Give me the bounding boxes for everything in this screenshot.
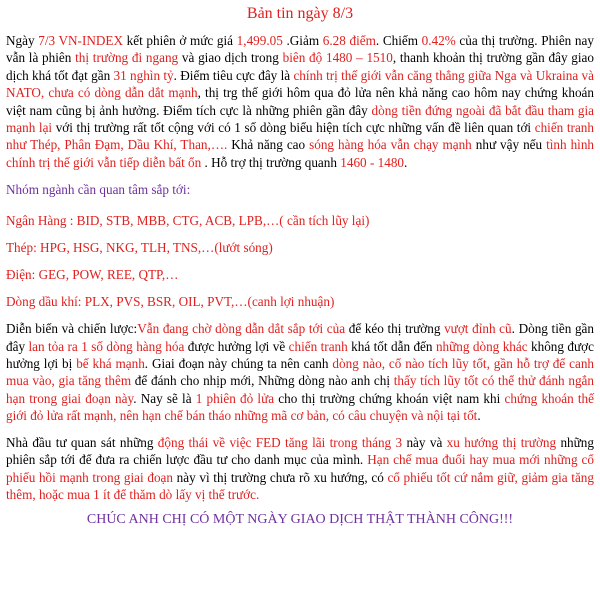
intro-text-run: .Giảm: [282, 33, 323, 48]
intro-text-run: 1,499.05: [236, 33, 283, 48]
strategy-text-run: được hưởng lợi về: [184, 338, 289, 354]
advice-text-run: này và: [402, 434, 447, 450]
bulletin-title: Bản tin ngày 8/3: [246, 5, 354, 22]
advice-text-run: này vì thị trường chưa rõ xu hướng, có: [173, 469, 388, 485]
strategy-paragraph: [6, 320, 594, 424]
strategy-text-run: thấy tích lũy tốt có thể thử đánh ngắn hạn trong giai đoạn này: [6, 373, 594, 406]
sector-steel: Thép: HPG, HSG, NKG, TLH, TNS,…(lướt sóng): [6, 240, 273, 256]
advice-paragraph: [6, 434, 594, 504]
sector-banking: Ngân Hàng : BID, STB, MBB, CTG, ACB, LPB,…( cần tích lũy lại): [6, 213, 370, 229]
strategy-text-run: bế khá mạnh: [76, 356, 145, 372]
intro-text-run: như vậy nếu: [471, 137, 547, 153]
intro-paragraph: [6, 32, 594, 171]
strategy-text-run: 1 phiên đỏ lửa: [195, 390, 275, 406]
intro-text-run: 7/3 VN-INDEX: [38, 33, 123, 48]
intro-text-run: thị trường đi ngang: [75, 50, 179, 66]
strategy-text-run: cho thị trường chứng khoán việt nam khi: [274, 390, 505, 406]
intro-text-run: , thị trg thế giới hôm qua đỏ lửa nên khả năng cao hôm nay chứng khoán việt nam cũng bị ảnh hưởng. Điểm tích cực là những phiên gần đây: [6, 85, 594, 118]
intro-text-run: 31 nghìn tỷ: [113, 67, 174, 83]
strategy-text-run: những dòng khác: [435, 338, 528, 354]
strategy-text-run: . Nay sẽ là: [133, 390, 196, 406]
intro-text-run: 6.28 điểm: [322, 33, 376, 48]
intro-text-run: Ngày: [6, 33, 39, 48]
strategy-text-run: Diễn biến và chiến lược:: [6, 321, 138, 337]
intro-text-run: dòng tiền đứng ngoài đã bắt đầu tham gia mạnh lại: [6, 102, 594, 136]
intro-text-run: chiến tranh như Thép, Phân Đạm, Dầu Khí, Than,….: [6, 120, 594, 153]
intro-text-run: 1460 - 1480: [340, 154, 405, 170]
intro-text-run: chính trị thế giới vẫn căng thẳng giữa Nga và Ukraina và NATO, chưa có dòng dẫn dắt mạnh: [6, 67, 594, 101]
intro-text-run: .: [404, 154, 408, 170]
strategy-text-run: . Giai đoạn này chúng ta nên canh: [144, 356, 333, 372]
strategy-text-run: để kéo thị trường: [345, 321, 445, 337]
sector-oil-gas: Dòng dầu khí: PLX, PVS, BSR, OIL, PVT,…(canh lợi nhuận): [6, 294, 335, 310]
intro-text-run: của thị trường. Phiên nay vẫn là phiên: [6, 33, 594, 66]
strategy-text-run: khá tốt dẫn đến: [347, 338, 436, 354]
advice-text-run: Hạn chế mua đuổi hay mua mới những cổ phiếu hồi mạnh trong giai đoạn: [6, 452, 594, 485]
intro-text-run: . Hỗ trợ thị trường quanh: [201, 154, 341, 170]
strategy-text-run: dòng nào, cổ nào tích lũy tốt, gần hỗ trợ để canh mua vào, gia tăng thêm: [6, 356, 595, 389]
strategy-text-run: chứng khoán thế giới đỏ lửa rất mạnh, nên hạn chế bán tháo những mã cơ bản, có câu chuyện và nội tại tốt: [6, 390, 594, 424]
intro-text-run: 0.42%: [421, 33, 456, 48]
strategy-text-run: chiến tranh: [288, 338, 348, 354]
sector-power: Điện: GEG, POW, REE, QTP,…: [6, 267, 179, 283]
intro-text-run: tình hình chính trị thế giới vẫn tiếp diễn bất ổn: [6, 137, 595, 170]
intro-text-run: . Chiếm: [375, 33, 422, 48]
intro-text-run: với thị trường rất tốt cộng với có 1 số dòng biểu hiện tích cực những vấn đề liên quan tới: [52, 120, 535, 136]
strategy-text-run: .: [477, 408, 481, 424]
strategy-text-run: để đánh cho nhịp mới, Những dòng nào anh chị: [131, 373, 394, 389]
strategy-text-run: không được hưởng lợi bị: [6, 338, 594, 372]
advice-text-run: những phiên sắp tới để đưa ra chiến lược đầu tư cho danh mục của mình.: [6, 434, 594, 468]
intro-text-run: sóng hàng hóa vẫn chạy mạnh: [309, 137, 472, 153]
intro-text-run: kết phiên ở mức giá: [122, 33, 237, 48]
advice-text-run: động thái về việc FED tăng lãi trong tháng 3: [157, 434, 403, 450]
strategy-text-run: vượt đỉnh cũ: [444, 321, 512, 337]
intro-text-run: và giao dịch trong: [178, 50, 283, 66]
strategy-text-run: lan tỏa ra 1 số dòng hàng hóa: [28, 338, 185, 354]
intro-text-run: Khả năng cao: [227, 137, 310, 153]
strategy-text-run: . Dòng tiền gần đây: [6, 321, 594, 354]
intro-text-run: . Điểm tiêu cực đây là: [173, 67, 294, 83]
closing-message: CHÚC ANH CHỊ CÓ MỘT NGÀY GIAO DỊCH THẬT THÀNH CÔNG!!!: [86, 512, 514, 528]
intro-text-run: biên độ 1480 – 1510: [282, 50, 393, 66]
advice-text-run: Nhà đầu tư quan sát những: [6, 434, 158, 450]
strategy-text-run: Vẫn đang chờ dòng dẫn dắt sắp tới của: [137, 321, 346, 337]
sector-group-title: Nhóm ngành cần quan tâm sắp tới:: [6, 182, 191, 198]
advice-text-run: cổ phiếu tốt cứ nắm giữ, giảm gia tăng thêm, hoặc mua 1 ít để thăm dò lấy vị thế trước.: [6, 469, 594, 502]
advice-text-run: xu hướng thị trường: [446, 434, 557, 450]
intro-text-run: , thanh khoản thị trường gần đây giao dịch khá tốt đạt gần: [6, 50, 594, 83]
